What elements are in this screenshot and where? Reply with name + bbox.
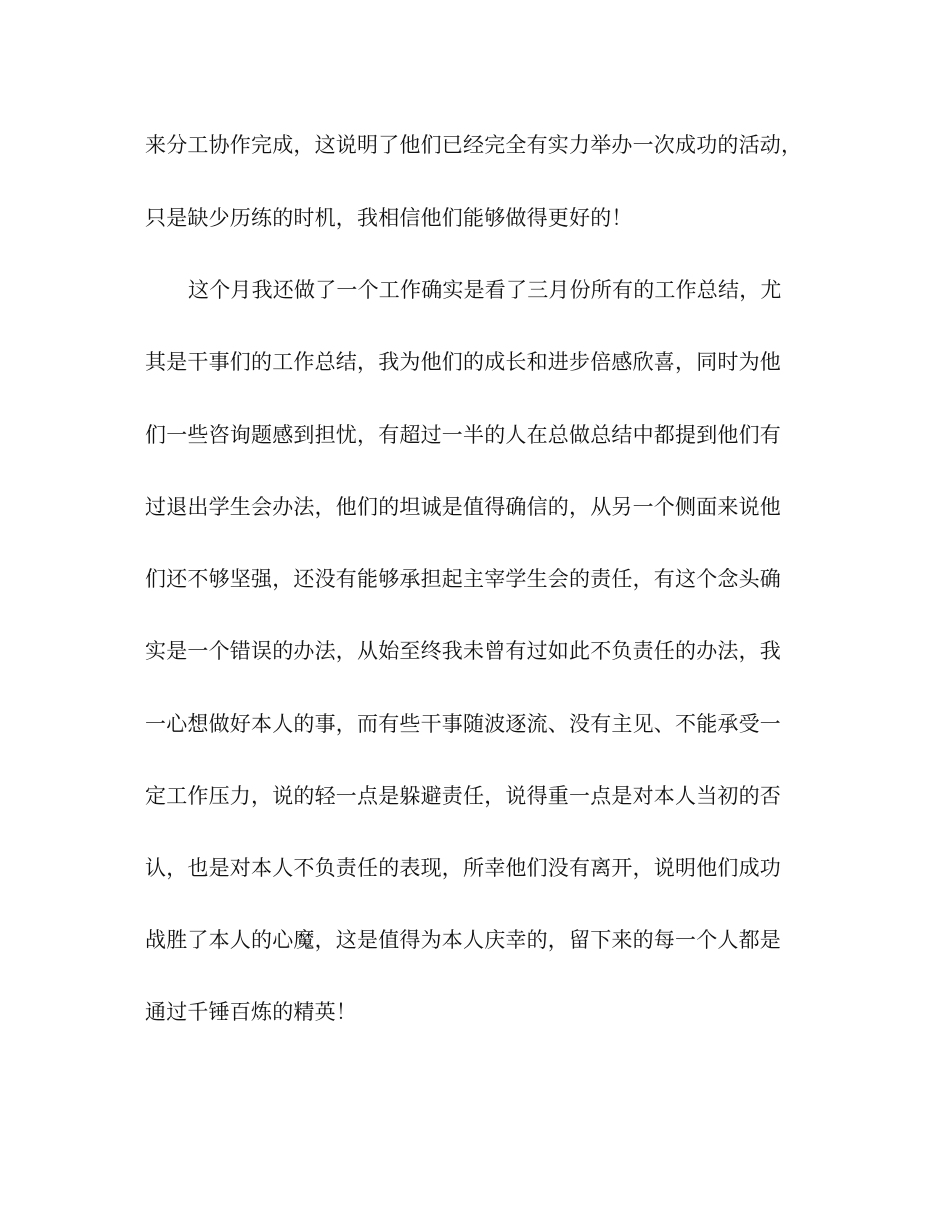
text-line: 战胜了本人的心魔，这是值得为本人庆幸的，留下来的每一个人都是 xyxy=(145,928,781,952)
text-line: 其是干事们的工作总结，我为他们的成长和进步倍感欣喜，同时为他 xyxy=(145,350,781,374)
text-line: 来分工协作完成，这说明了他们已经完全有实力举办一次成功的活动， xyxy=(145,133,803,157)
text-line: 们还不够坚强，还没有能够承担起主宰学生会的责任，有这个念头确 xyxy=(145,567,781,591)
text-line: 一心想做好本人的事，而有些干事随波逐流、没有主见、不能承受一 xyxy=(145,712,781,736)
text-line: 认，也是对本人不负责任的表现，所幸他们没有离开，说明他们成功 xyxy=(145,856,781,880)
text-line: 们一些咨询题感到担忧，有超过一半的人在总做总结中都提到他们有 xyxy=(145,423,781,447)
paragraph-first-line: 这个月我还做了一个工作确实是看了三月份所有的工作总结，尤 xyxy=(188,278,782,302)
text-line: 实是一个错误的办法，从始至终我未曾有过如此不负责任的办法，我 xyxy=(145,639,781,663)
text-line: 通过千锤百炼的精英！ xyxy=(145,1000,357,1024)
text-line: 只是缺少历练的时机，我相信他们能够做得更好的！ xyxy=(145,206,633,230)
text-line: 定工作压力，说的轻一点是躲避责任，说得重一点是对本人当初的否 xyxy=(145,784,781,808)
text-line: 过退出学生会办法，他们的坦诚是值得确信的，从另一个侧面来说他 xyxy=(145,495,781,519)
